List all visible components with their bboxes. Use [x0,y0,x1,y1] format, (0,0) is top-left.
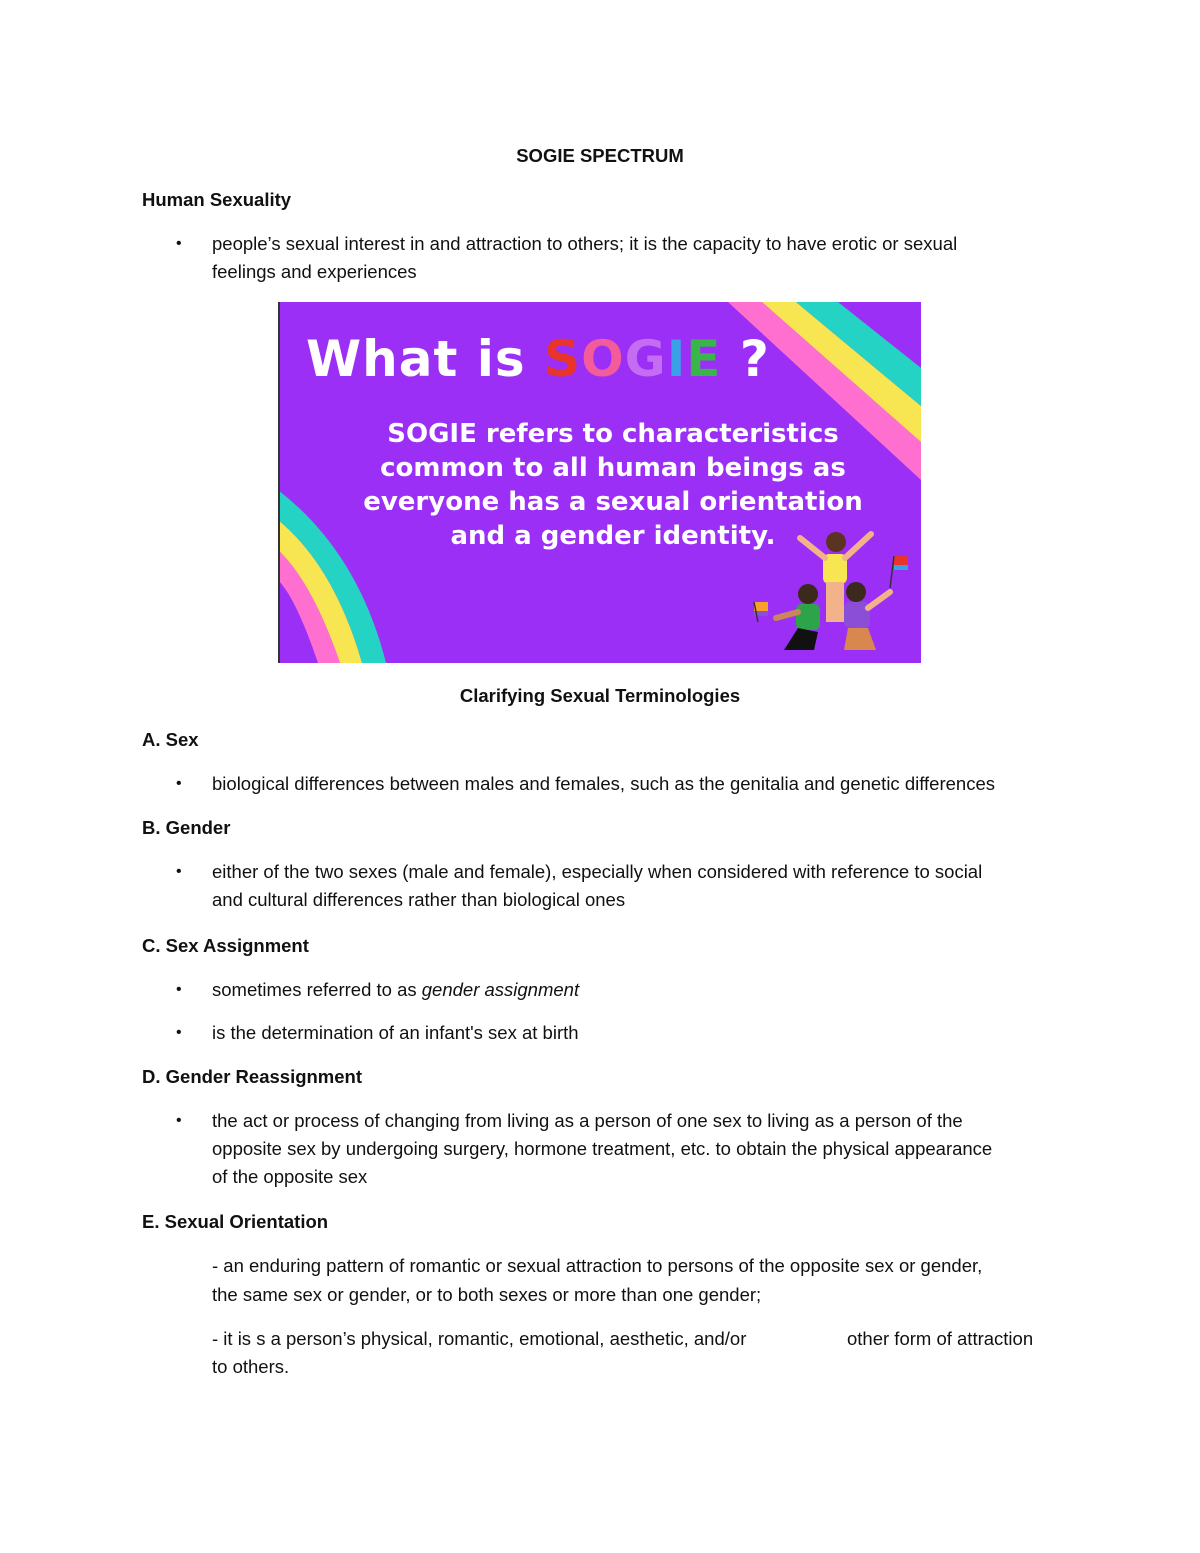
banner-letter-i: I [666,330,687,388]
banner-left-border [278,302,280,663]
section-title: Clarifying Sexual Terminologies [459,685,741,706]
heading-human-sexuality: Human Sexuality [142,189,292,210]
heading-gender: B. Gender [142,817,231,838]
sexual-orientation-item2-line1b: other form of attraction [847,1328,1034,1349]
sexual-orientation-item1-line1: - an enduring pattern of romantic or sexual attraction to persons of the opposite sex or gender, [212,1255,983,1276]
banner-letter-e: E [686,330,722,388]
human-sexuality-text-line2: feelings and experiences [212,261,417,282]
bullet-marker: • [176,863,182,880]
gender-definition-line1: either of the two sexes (male and female), especially when considered with reference to social [212,861,983,882]
gender-reassignment-line2: opposite sex by undergoing surgery, hormone treatment, etc. to obtain the physical appearance [212,1138,993,1159]
banner-title [306,330,770,388]
document-title: SOGIE SPECTRUM [516,145,684,166]
sexual-orientation-item1-line2: the same sex or gender, or to both sexes or more than one gender; [212,1284,762,1305]
sex-definition: biological differences between males and females, such as the genitalia and genetic differences [212,773,995,794]
bullet-marker: • [176,981,182,998]
banner-letter-s: S [544,330,582,388]
sexual-orientation-item2-line2: to others. [212,1356,290,1377]
heading-gender-reassignment: D. Gender Reassignment [142,1066,363,1087]
human-sexuality-text-line1: people’s sexual interest in and attraction to others; it is the capacity to have erotic or sexual [212,233,958,254]
sex-assignment-item2: is the determination of an infant's sex at birth [212,1022,579,1043]
sex-assignment-item1 [212,976,579,1004]
banner-letter-g: G [624,330,667,388]
banner-text-line: common to all human beings as [380,453,846,483]
heading-sex-assignment: C. Sex Assignment [142,935,309,956]
banner-text-line: everyone has a sexual orientation [363,487,863,517]
sex-assignment-item1-text: sometimes referred to as [212,979,422,1000]
gender-reassignment-line3: of the opposite sex [212,1166,368,1187]
sex-assignment-item1-italic: gender assignment [421,979,580,1000]
sogie-banner-image [278,302,921,663]
heading-sexual-orientation: E. Sexual Orientation [142,1211,329,1232]
sexual-orientation-item2-line1a: - it is s a person’s physical, romantic, emotional, aesthetic, and/or [212,1328,747,1349]
bullet-marker: • [176,775,182,792]
banner-text-line: SOGIE refers to characteristics [387,419,839,449]
heading-sex: A. Sex [142,729,199,750]
gender-definition-line2: and cultural differences rather than biological ones [212,889,626,910]
bullet-marker: • [176,1024,182,1041]
banner-letter-o: O [581,330,625,388]
banner-title-suffix: ? [721,330,770,388]
bullet-marker: • [176,1112,182,1129]
bullet-marker: • [176,235,182,252]
gender-reassignment-line1: the act or process of changing from living as a person of one sex to living as a person of the [212,1110,963,1131]
banner-text-line: and a gender identity. [450,521,776,551]
banner-title-prefix: What is [306,330,545,388]
banner-description [348,417,878,553]
